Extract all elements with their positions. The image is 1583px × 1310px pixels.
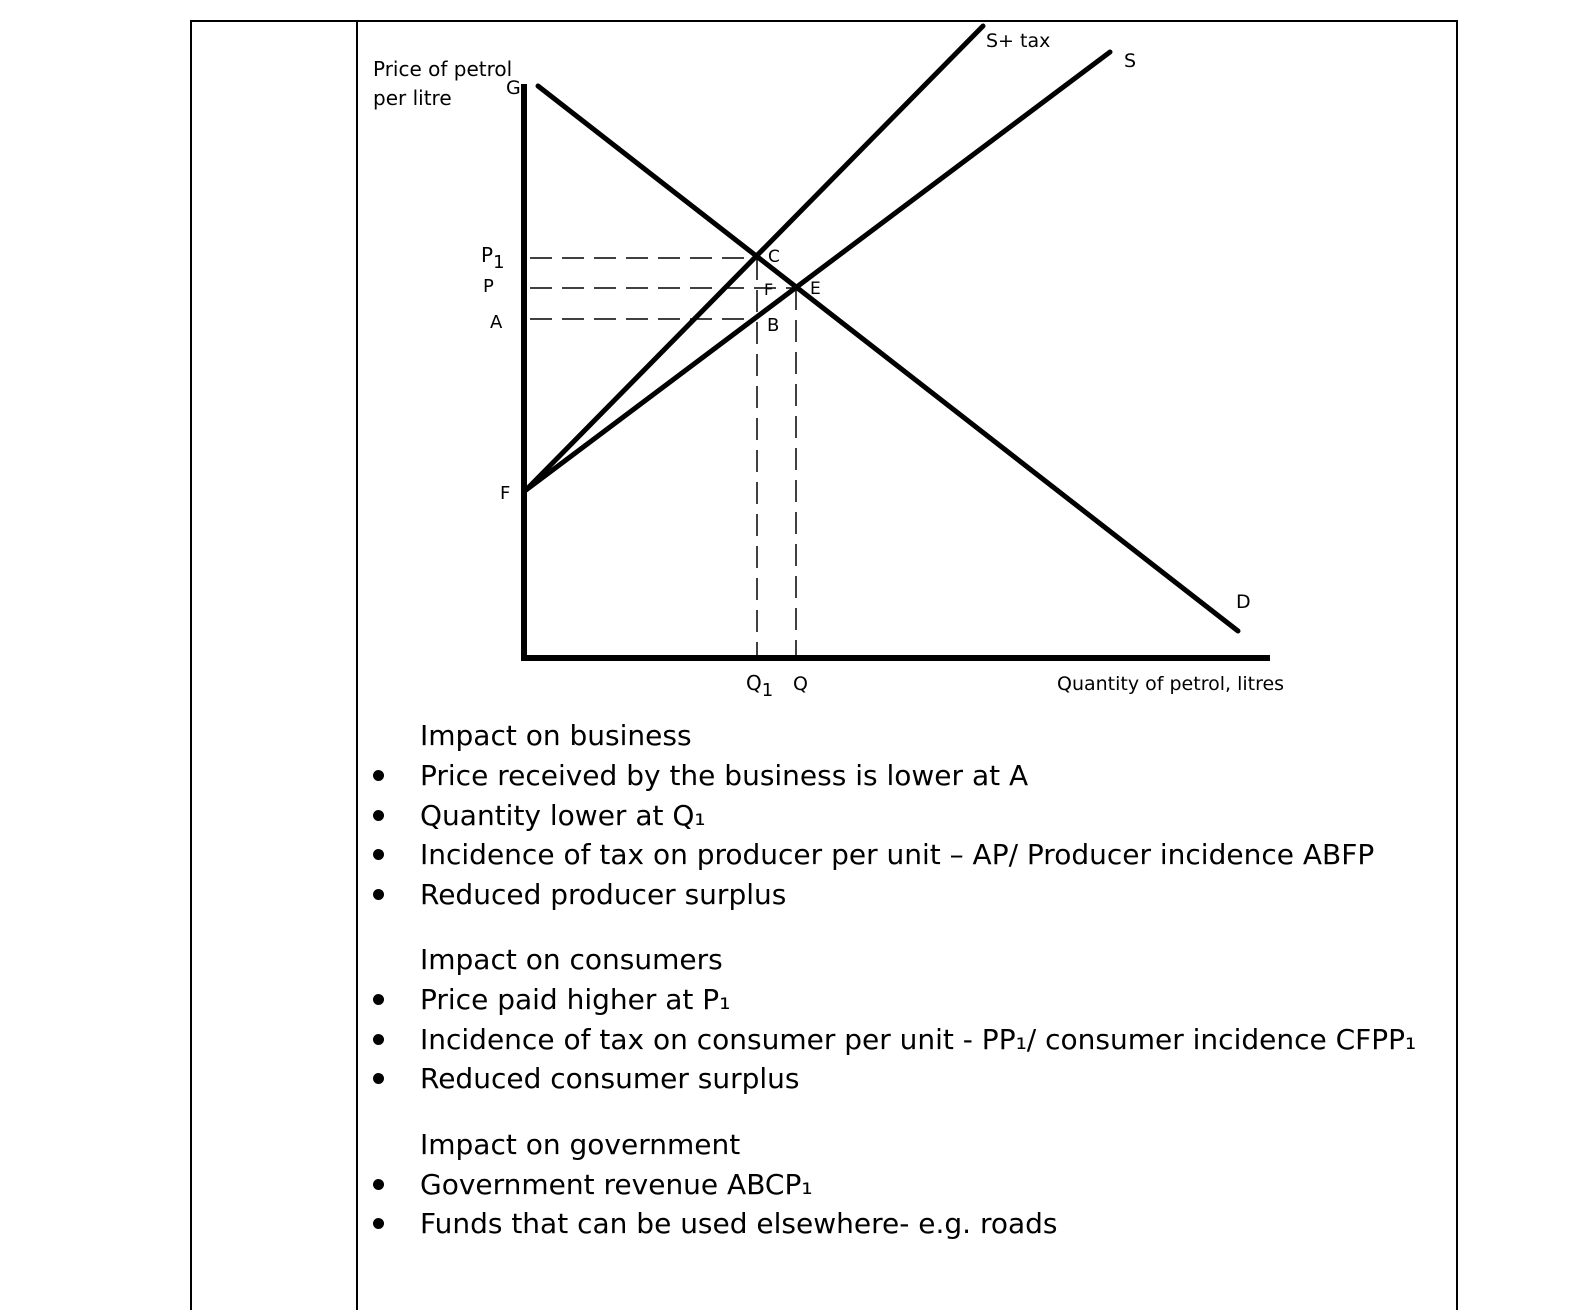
price-p1-label: P1 — [481, 243, 505, 273]
consumer-impact-section — [370, 940, 1450, 1099]
point-e-label: E — [810, 279, 821, 299]
list-item: Government revenue ABCP₁ — [370, 1165, 1450, 1205]
point-g-label: G — [506, 77, 521, 99]
supply-curve — [526, 52, 1110, 490]
bullet-icon — [373, 1034, 384, 1045]
list-item: Funds that can be used elsewhere- e.g. roads — [370, 1204, 1450, 1244]
bullet-icon — [373, 1218, 384, 1229]
bullet-icon — [373, 810, 384, 821]
point-b-label: B — [767, 315, 780, 336]
bullet-icon — [373, 849, 384, 860]
government-impact-section — [370, 1125, 1450, 1244]
list-item: Reduced consumer surplus — [370, 1059, 1450, 1099]
list-item: Incidence of tax on consumer per unit - PP₁/ consumer incidence CFPP₁ — [370, 1020, 1450, 1060]
price-p-label: P — [483, 276, 494, 297]
supply-label: S — [1124, 50, 1137, 72]
point-c-label: C — [768, 247, 780, 267]
section-title: Impact on consumers — [420, 943, 723, 976]
point-f-mid-label: F — [764, 280, 774, 299]
price-a-label: A — [490, 312, 503, 333]
demand-curve — [538, 86, 1238, 631]
bullet-icon — [373, 1073, 384, 1084]
bullet-icon — [373, 994, 384, 1005]
x-axis-label: Quantity of petrol, litres — [1057, 673, 1285, 695]
y-axis-label-line1: Price of petrol — [373, 57, 513, 81]
section-title: Impact on government — [420, 1127, 741, 1161]
impact-lists — [370, 716, 1450, 1270]
point-f-axis-label: F — [500, 483, 511, 504]
bullet-icon — [373, 1179, 384, 1190]
demand-label: D — [1236, 591, 1251, 613]
y-axis-label-line2: per litre — [373, 86, 452, 110]
list-item: Quantity lower at Q₁ — [370, 796, 1450, 836]
list-item: Incidence of tax on producer per unit – AP/ Producer incidence ABFP — [370, 835, 1450, 875]
section-title: Impact on business — [420, 719, 692, 752]
list-item: Reduced producer surplus — [370, 875, 1450, 915]
bullet-icon — [373, 770, 384, 781]
list-item: Price paid higher at P₁ — [370, 980, 1450, 1020]
list-item: Price received by the business is lower at A — [370, 756, 1450, 796]
quantity-q1-label: Q1 — [746, 671, 774, 701]
supply-plus-tax-label: S+ tax — [986, 30, 1051, 52]
bullet-icon — [373, 889, 384, 900]
business-impact-section — [370, 716, 1450, 914]
quantity-q-label: Q — [793, 673, 808, 695]
